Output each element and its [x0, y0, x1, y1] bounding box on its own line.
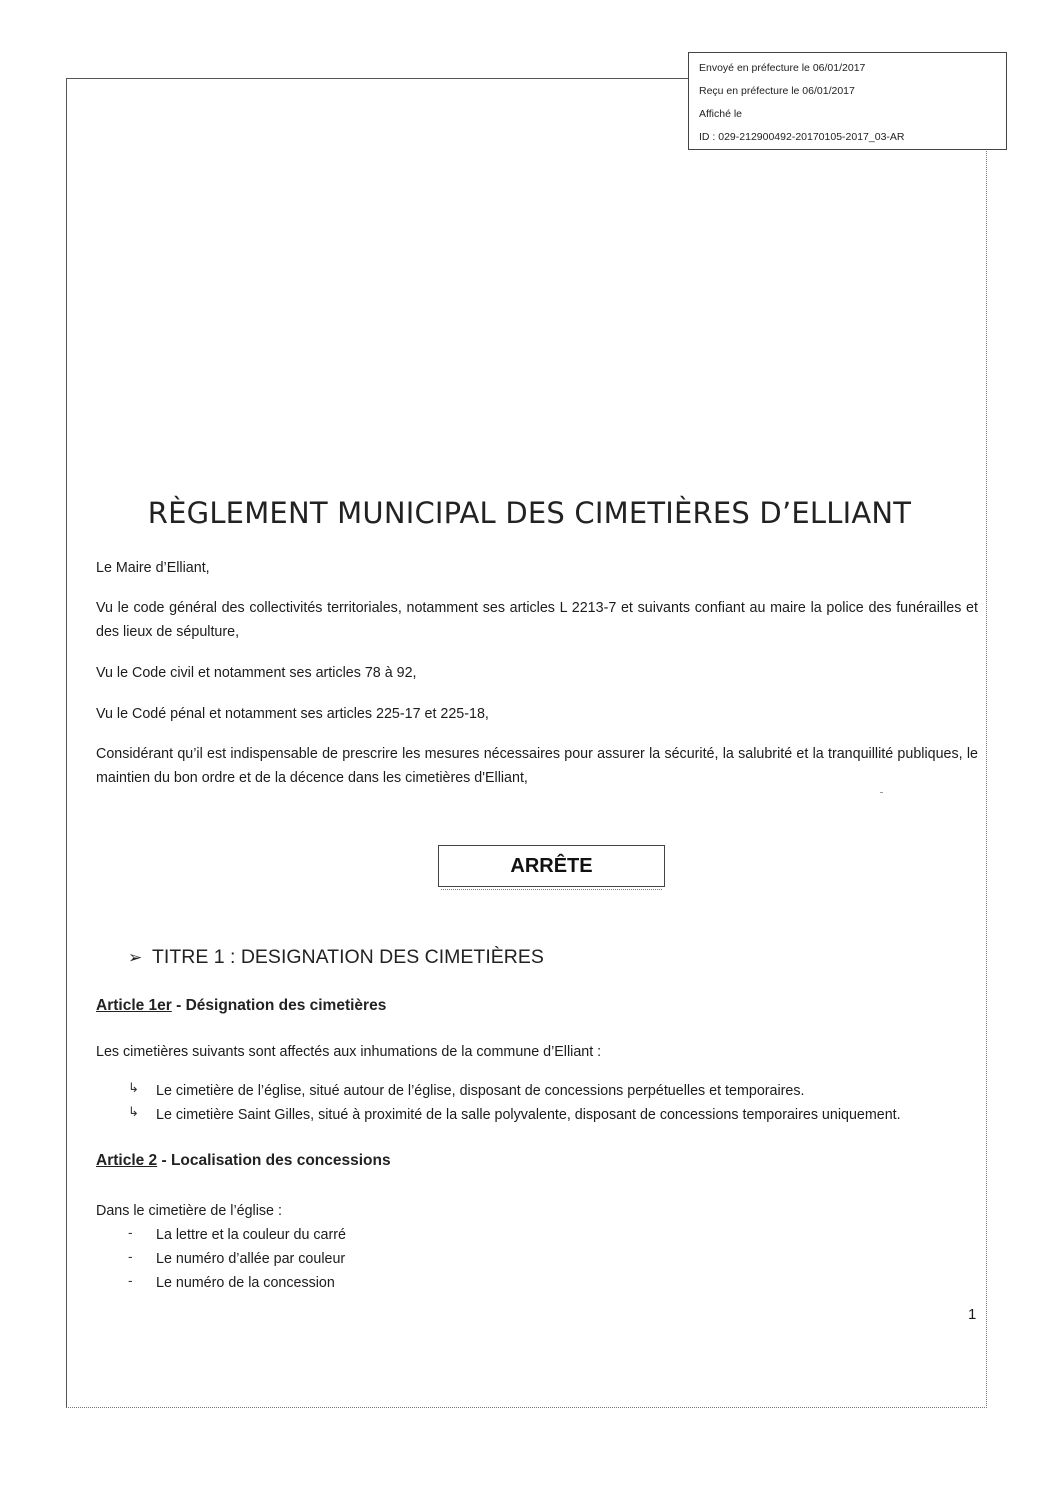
vu-paragraph-2: Vu le Code civil et notamment ses articles 78 à 92, [96, 665, 417, 681]
vu-paragraph-3: Vu le Codé pénal et notamment ses articles 225-17 et 225-18, [96, 706, 489, 722]
article-1-text: Les cimetières suivants sont affectés aux inhumations de la commune d’Elliant : [96, 1044, 602, 1060]
dash-bullet: - [128, 1248, 133, 1264]
article-2-text: Dans le cimetière de l’église : [96, 1203, 282, 1219]
article-1-title: - Désignation des cimetières [171, 997, 387, 1014]
stamp-id-line: ID : 029-212900492-20170105-2017_03-AR [699, 131, 905, 143]
considerant-paragraph: Considérant qu’il est indispensable de prescrire les mesures nécessaires pour assurer la sécurité, la salubrité et la tranquillité publiques, le maintien du bon ordre et de la décence dans les cimetières d'Elliant, [96, 746, 978, 786]
arrow-bullet-icon: ➢ [128, 948, 143, 967]
dash-bullet: - [128, 1272, 133, 1288]
article-2-label: Article 2 [96, 1152, 158, 1169]
article-1-label: Article 1er [96, 997, 172, 1014]
dash-bullet: - [128, 1224, 133, 1240]
scan-mark [880, 792, 883, 793]
list-item: Le numéro d’allée par couleur [156, 1251, 346, 1267]
hooked-arrow-icon: ↳ [128, 1080, 139, 1095]
article-2-title: - Localisation des concessions [157, 1152, 391, 1169]
stamp-sent-line: Envoyé en préfecture le 06/01/2017 [699, 62, 866, 74]
section-title-1 [128, 946, 544, 969]
arrete-heading-box [438, 845, 665, 887]
list-item: Le cimetière de l’église, situé autour de l’église, disposant de concessions perpétuelles et temporaires. [156, 1083, 805, 1099]
prefecture-stamp [688, 52, 1007, 150]
intro-text: Le Maire d’Elliant, [96, 560, 210, 576]
page-number: 1 [968, 1306, 977, 1323]
list-item: Le cimetière Saint Gilles, situé à proximité de la salle polyvalente, disposant de concessions temporaires uniquement. [156, 1107, 901, 1123]
stamp-received-line: Reçu en préfecture le 06/01/2017 [699, 85, 855, 97]
list-item: La lettre et la couleur du carré [156, 1227, 346, 1243]
stamp-posted-line: Affiché le [699, 108, 742, 120]
section-title-1-text: TITRE 1 : DESIGNATION DES CIMETIÈRES [152, 946, 544, 968]
article-1-heading [96, 997, 386, 1015]
list-item: Le numéro de la concession [156, 1275, 335, 1291]
vu-paragraph-1: Vu le code général des collectivités territoriales, notamment ses articles L 2213-7 et suivants confiant au maire la police des funérailles et des lieux de sépulture, [96, 600, 978, 640]
arrete-heading: ARRÊTE [510, 854, 593, 877]
hooked-arrow-icon: ↳ [128, 1104, 139, 1119]
article-2-heading [96, 1152, 391, 1170]
document-title: RÈGLEMENT MUNICIPAL DES CIMETIÈRES D’ELLIANT [147, 496, 912, 530]
